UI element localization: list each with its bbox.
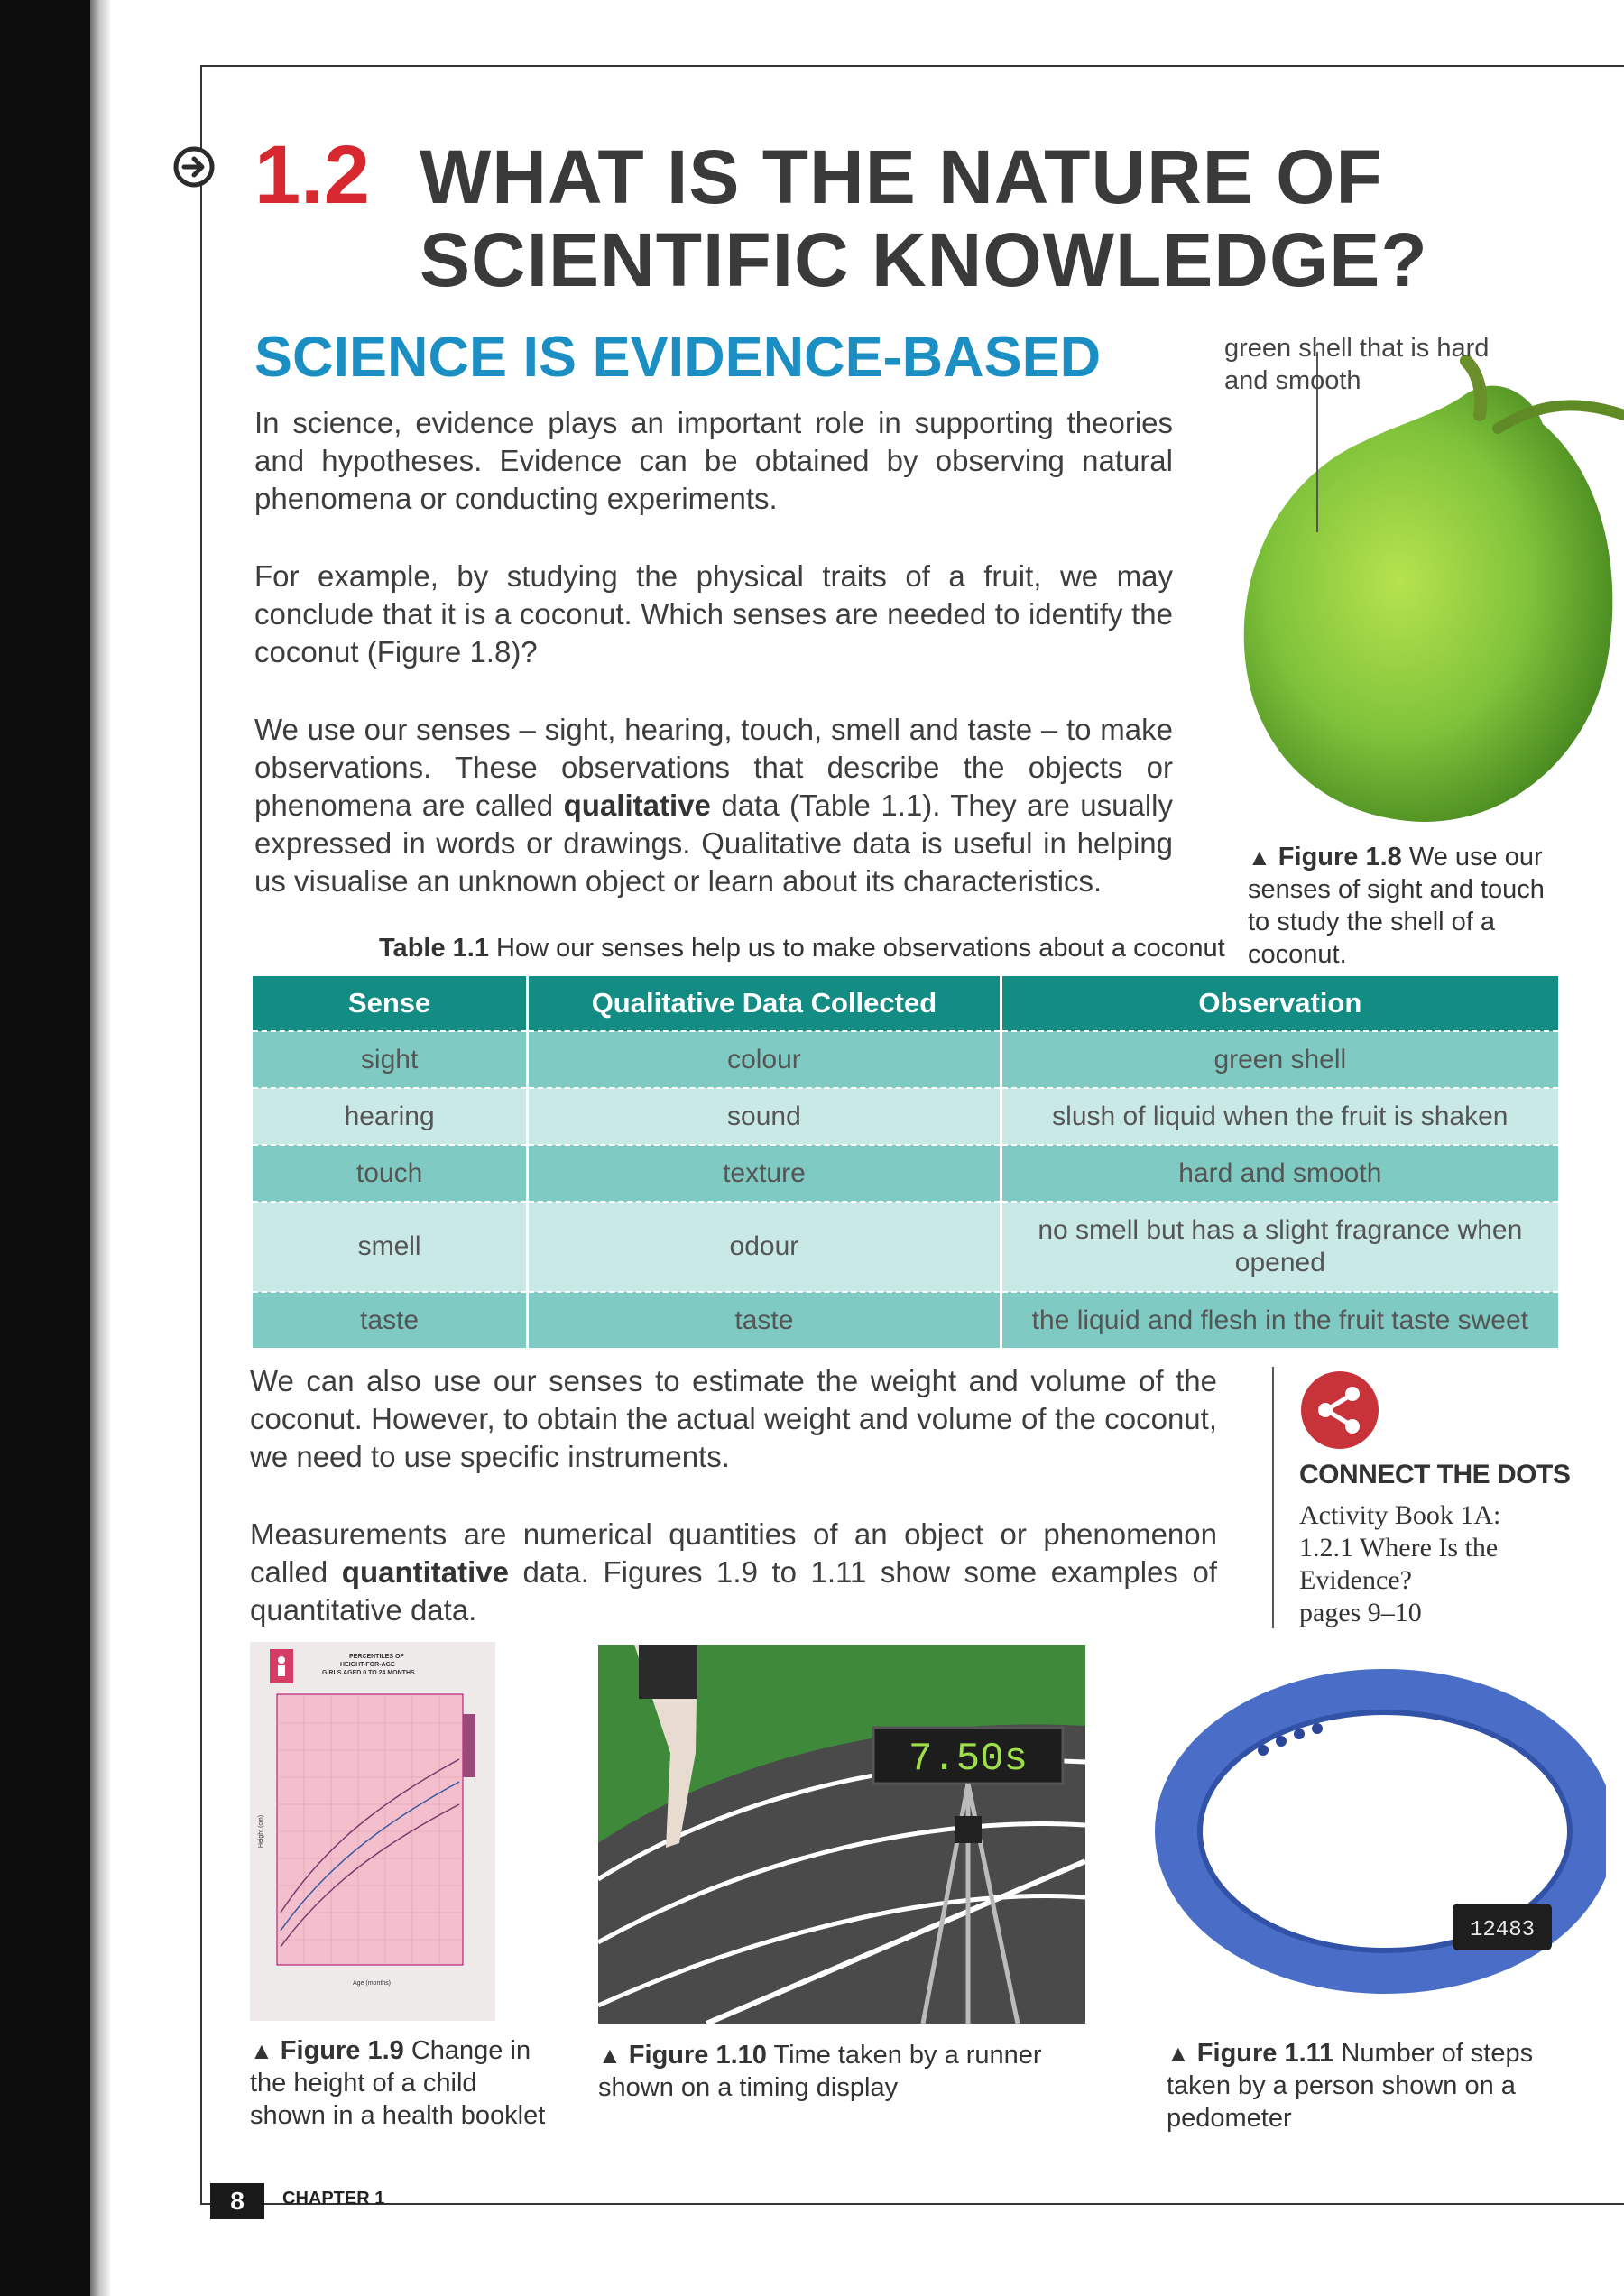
table-header-sense: Sense: [253, 976, 528, 1031]
ctd-line-1: Activity Book 1A:: [1299, 1500, 1501, 1530]
paragraph-5-text-end: data. Figures 1.9 to 1.11 show some examples of quantitative data.: [250, 1555, 1217, 1627]
table-row: [253, 1031, 1560, 1088]
section-title-line1: WHAT IS THE NATURE OF: [420, 134, 1383, 219]
timing-display-image: [598, 1645, 1085, 2024]
table-cell: sound: [528, 1088, 1001, 1145]
table-cell: the liquid and flesh in the fruit taste sweet: [1001, 1292, 1559, 1348]
qualitative-term: qualitative: [563, 788, 711, 822]
table-cell: hard and smooth: [1001, 1145, 1559, 1202]
table-row: [253, 1145, 1560, 1202]
table-caption-text: How our senses help us to make observations about a coconut: [488, 934, 1225, 963]
paragraph-1: In science, evidence plays an important role in supporting theories and hypotheses. Evidence can be obtained by observing natural phenomena or conducting experiments.: [254, 406, 1173, 515]
triangle-icon: ▲: [250, 2037, 273, 2064]
paragraph-4: We can also use our senses to estimate the weight and volume of the coconut. However, to obtain the actual weight and volume of the coconut, we need to use specific instruments.: [250, 1364, 1217, 1473]
share-nodes-icon: [1299, 1369, 1380, 1451]
coconut-label: green shell that is hard and smooth: [1224, 334, 1490, 395]
paragraph-2: For example, by studying the physical traits of a fruit, we may conclude that it is a coconut. Which senses are needed to identify the coconut (Figure 1.8)?: [254, 559, 1173, 669]
subheading: SCIENCE IS EVIDENCE-BASED: [254, 326, 1102, 389]
growth-chart-title-2: HEIGHT-FOR-AGE: [340, 1662, 395, 1668]
table-cell: texture: [528, 1145, 1001, 1202]
figure-1-10-caption: [598, 2039, 1103, 2104]
table-cell: taste: [253, 1292, 528, 1348]
ctd-line-3: Evidence?: [1299, 1565, 1412, 1595]
table-cell: green shell: [1001, 1031, 1559, 1088]
chapter-label: CHAPTER 1: [282, 2189, 385, 2208]
paragraph-5: [250, 1516, 1217, 1629]
table-number: Table 1.1: [379, 934, 489, 963]
paragraph-3-text-end: data (Table 1.1). They are usually expressed in words or drawings. Qualitative data is useful in helping us visualise an unknown object or learn about its characteristics.: [254, 788, 1173, 898]
table-cell: touch: [253, 1145, 528, 1202]
page-gutter: [90, 0, 110, 2296]
frame-bottom-rule: [200, 2203, 1624, 2205]
table-cell: hearing: [253, 1088, 528, 1145]
growth-chart-image: [250, 1642, 495, 2021]
table-caption: [379, 934, 1225, 964]
figure-1-9-text: Change in the height of a child shown in a health booklet: [250, 2036, 546, 2130]
section-title: [420, 135, 1428, 301]
growth-chart-title-1: PERCENTILES OF: [349, 1654, 404, 1660]
table-cell: sight: [253, 1031, 528, 1088]
coconut-image: [1227, 343, 1624, 848]
paragraph-3-text: We use our senses – sight, hearing, touch, smell and taste – to make observations. These observations that describe the objects or phenomena are called: [254, 713, 1173, 822]
arrow-circle-icon: [171, 144, 217, 189]
figure-1-8-caption: [1248, 841, 1564, 971]
table-cell: slush of liquid when the fruit is shaken: [1001, 1088, 1559, 1145]
figure-1-11-caption: [1167, 2037, 1600, 2135]
figure-1-11-number: Figure 1.11: [1196, 2039, 1334, 2068]
observation-table: [253, 976, 1561, 1348]
table-row: [253, 1292, 1560, 1348]
table-header-qualitative: Qualitative Data Collected: [528, 976, 1001, 1031]
pedometer-image: [1155, 1651, 1606, 2039]
page-number: 8: [210, 2183, 264, 2219]
triangle-icon: ▲: [1167, 2040, 1190, 2067]
paragraph-3: [254, 711, 1173, 900]
figure-1-8-number: Figure 1.8: [1278, 843, 1402, 871]
figure-1-9-number: Figure 1.9: [280, 2036, 404, 2065]
table-cell: taste: [528, 1292, 1001, 1348]
table-header-observation: Observation: [1001, 976, 1559, 1031]
figure-1-8-text: We use our senses of sight and touch to study the shell of a coconut.: [1248, 843, 1545, 969]
figure-1-11-text: Number of steps taken by a person shown on a pedometer: [1167, 2039, 1534, 2133]
pedometer-display-value: 12483: [1469, 1918, 1536, 1942]
figure-1-10-text: Time taken by a runner shown on a timing display: [598, 2041, 1042, 2102]
connect-the-dots-divider: [1272, 1367, 1274, 1628]
table-cell: no smell but has a slight fragrance when opened: [1001, 1202, 1559, 1292]
growth-chart-x-label: Age (months): [352, 1980, 392, 1987]
triangle-icon: ▲: [598, 2042, 622, 2069]
paragraph-5-text: Measurements are numerical quantities of an object or phenomenon called: [250, 1517, 1217, 1589]
table-header-row: [253, 976, 1560, 1031]
timing-display-value: 7.50s: [908, 1737, 1029, 1782]
table-row: [253, 1088, 1560, 1145]
table-row: [253, 1202, 1560, 1292]
ctd-line-4: pages 9–10: [1299, 1598, 1422, 1627]
section-number: 1.2: [254, 129, 370, 221]
table-cell: smell: [253, 1202, 528, 1292]
frame-top-rule: [200, 65, 1624, 67]
connect-the-dots-title: CONNECT THE DOTS: [1299, 1460, 1571, 1489]
ctd-line-2: 1.2.1 Where Is the: [1299, 1533, 1499, 1563]
quantitative-term: quantitative: [341, 1555, 509, 1589]
figure-1-10-number: Figure 1.10: [628, 2041, 767, 2070]
section-title-line2: SCIENTIFIC KNOWLEDGE?: [420, 217, 1428, 302]
frame-left-rule: [200, 65, 202, 2203]
table-cell: odour: [528, 1202, 1001, 1292]
book-spine: [0, 0, 95, 2296]
table-cell: colour: [528, 1031, 1001, 1088]
growth-chart-y-label: Height (cm): [258, 1814, 264, 1849]
figure-1-9-caption: [250, 2034, 557, 2132]
connect-the-dots-reference: [1299, 1499, 1570, 1629]
triangle-icon: ▲: [1248, 844, 1271, 871]
growth-chart-title-3: GIRLS AGED 0 TO 24 MONTHS: [322, 1670, 415, 1676]
